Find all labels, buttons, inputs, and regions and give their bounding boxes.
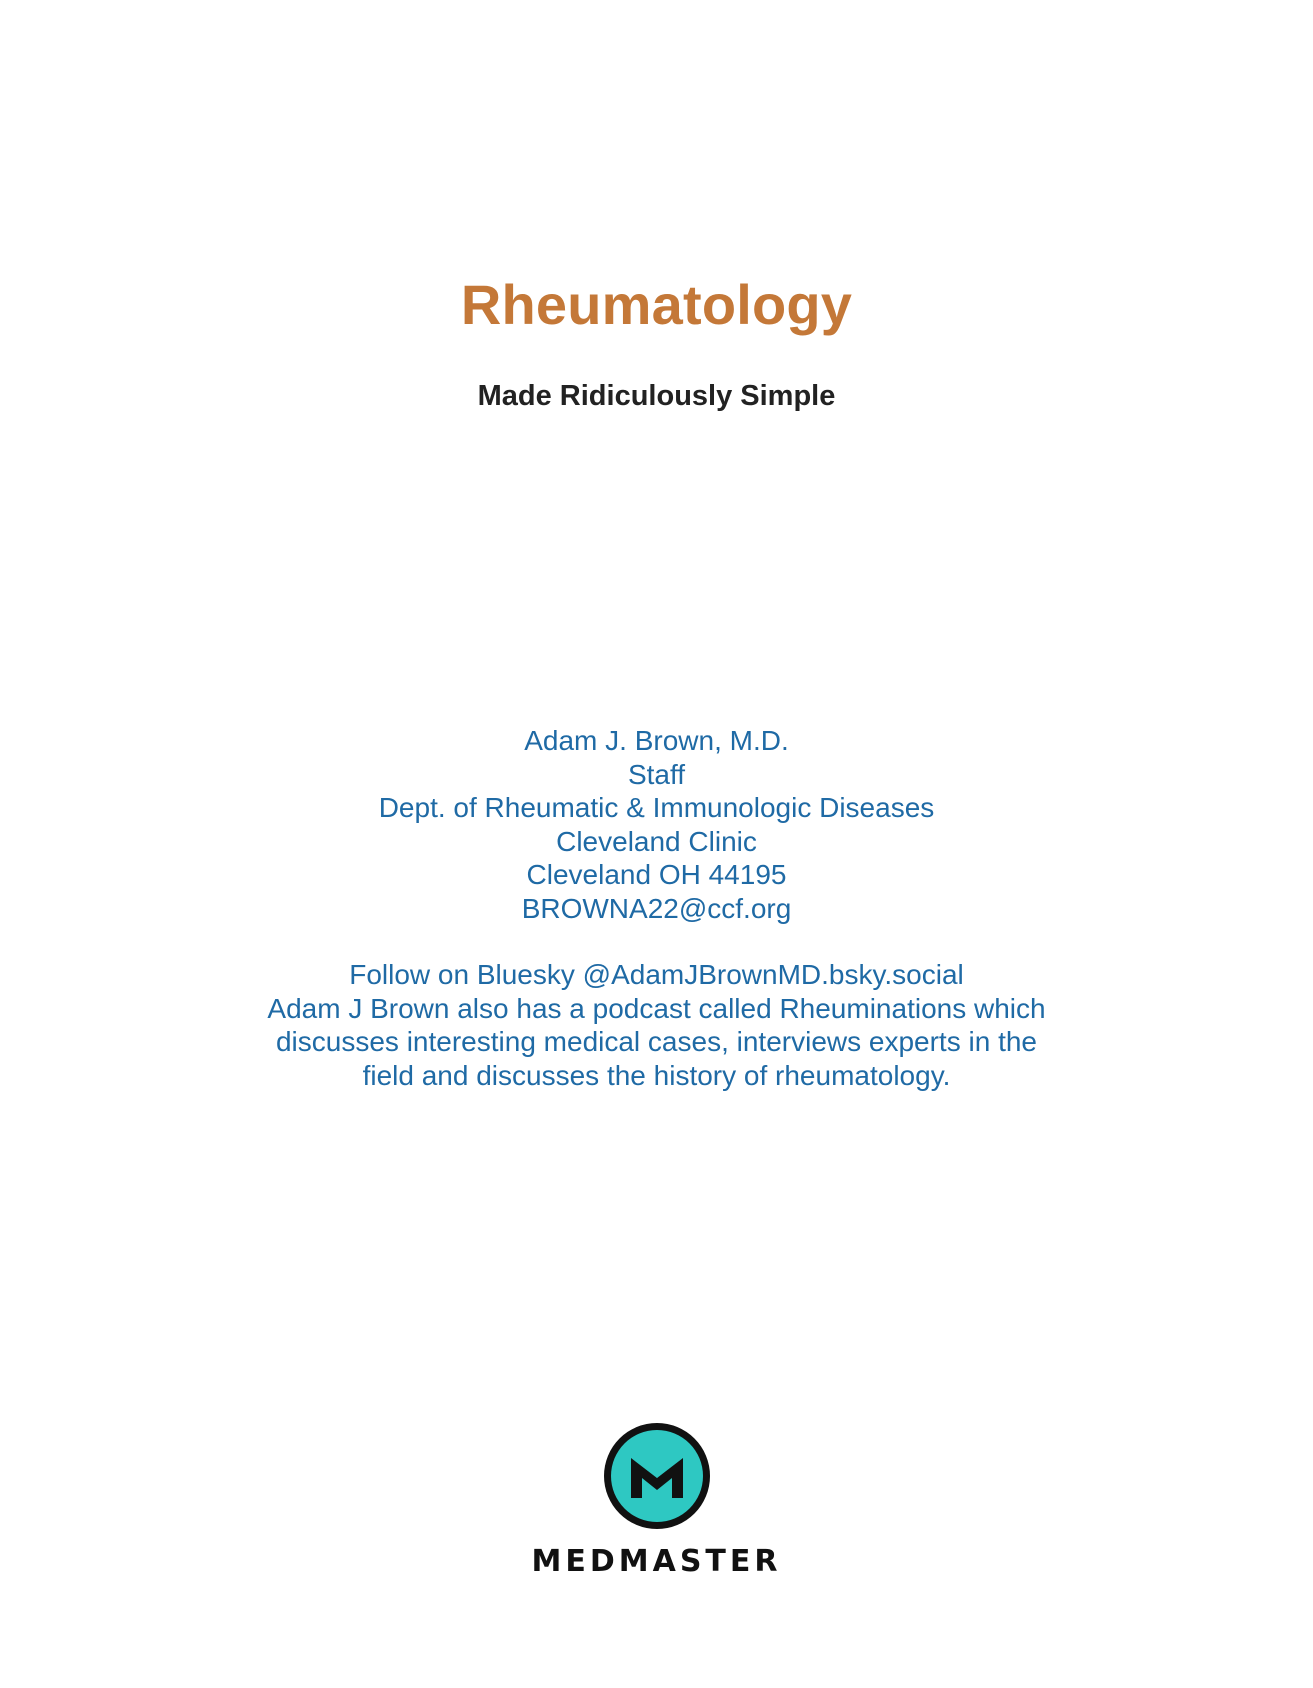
author-location: Cleveland OH 44195 <box>526 859 787 890</box>
author-email[interactable]: BROWNA22@ccf.org <box>521 892 792 924</box>
author-block-spacer <box>0 925 1313 958</box>
publisher-name: MEDMASTER <box>531 1544 782 1579</box>
author-info <box>0 724 1313 1092</box>
author-department: Dept. of Rheumatic & Immunologic Diseases <box>378 792 935 823</box>
book-subtitle: Made Ridiculously Simple <box>477 380 836 412</box>
podcast-description-line-3: field and discusses the history of rheumatology. <box>362 1059 951 1091</box>
author-name: Adam J. Brown, M.D. <box>524 725 789 756</box>
bluesky-follow[interactable]: Follow on Bluesky @AdamJBrownMD.bsky.social <box>349 959 964 990</box>
book-title: Rheumatology <box>460 273 853 336</box>
podcast-description-line-1: Adam J Brown also has a podcast called Rheuminations which <box>267 992 1046 1024</box>
author-institution: Cleveland Clinic <box>556 825 757 857</box>
medmaster-logo-icon <box>601 1420 713 1532</box>
publisher-logo <box>0 1420 1313 1580</box>
podcast-description-line-2: discusses interesting medical cases, interviews experts in the <box>275 1026 1037 1057</box>
author-position: Staff <box>627 758 686 790</box>
